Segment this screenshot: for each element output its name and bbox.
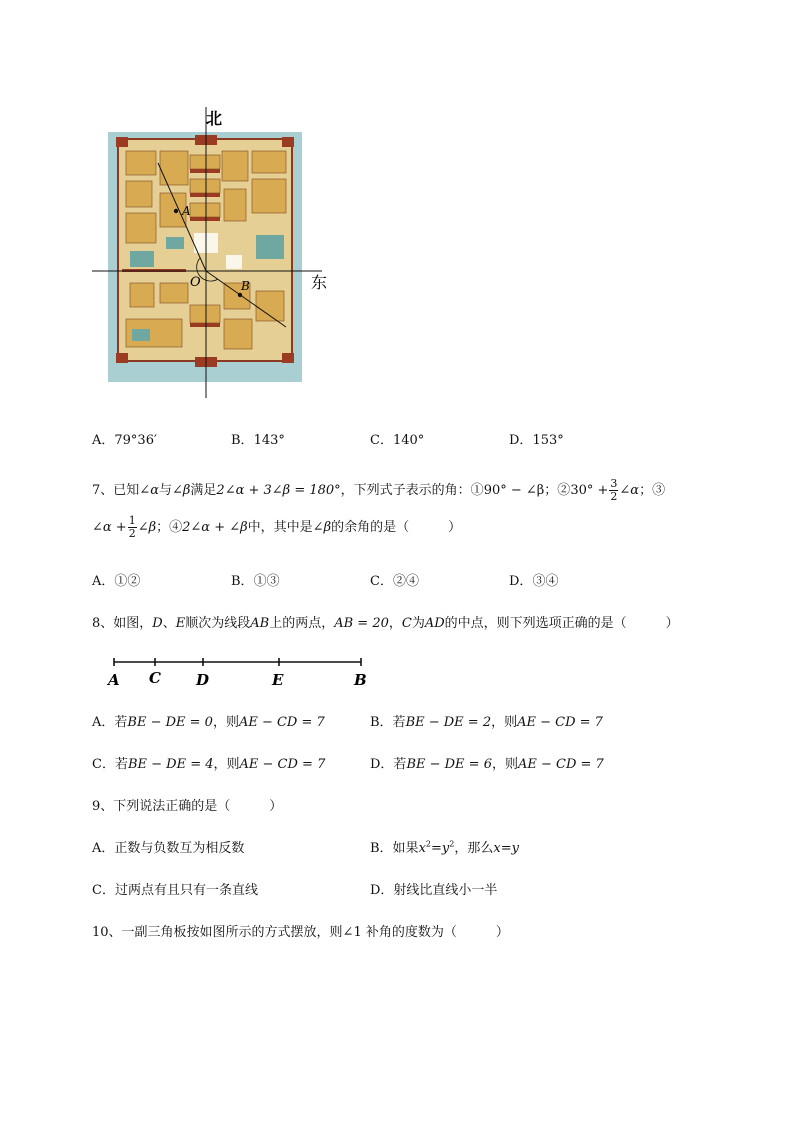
option-value: ①② (114, 574, 141, 589)
math: y (441, 841, 450, 856)
option-prefix: B．如果 (370, 841, 419, 856)
fraction-numerator: 1 (128, 514, 136, 527)
math: 30° + (570, 483, 609, 498)
text: ，则 (213, 757, 240, 772)
text: ，下列式子表示的角：① (340, 483, 484, 498)
map-tower (116, 137, 128, 147)
q8-option-d[interactable] (370, 753, 604, 772)
math: AE − CD = 7 (239, 757, 326, 772)
label-o: O (190, 275, 201, 290)
question-number: 9、 (92, 799, 114, 814)
text: ；③ (639, 483, 666, 498)
math: x (418, 841, 426, 856)
math: AE − CD = 7 (518, 757, 604, 772)
point-a (174, 209, 178, 213)
math: ∠α + (92, 520, 127, 535)
math: ∠α (619, 483, 640, 498)
text: ，则 (491, 757, 518, 772)
q9-option-b[interactable] (370, 837, 519, 856)
point-label-b: B (354, 671, 367, 689)
text: ；④ (156, 520, 183, 535)
option-prefix: D． (509, 433, 533, 448)
math: 2∠α + 3∠β = 180° (216, 483, 341, 498)
q6-option-a[interactable] (92, 429, 157, 448)
text: 中，其中是 (247, 520, 313, 535)
label-north: 北 (206, 109, 223, 128)
math: BE − DE = 0 (127, 715, 213, 730)
fraction-numerator: 3 (610, 477, 618, 490)
fraction-3-2 (609, 478, 618, 503)
superscript: 2 (449, 839, 455, 849)
option-value: A．正数与负数互为相反数 (92, 841, 245, 856)
superscript: 2 (425, 839, 431, 849)
option-value: 79°36′ (114, 433, 157, 448)
q7-option-d[interactable] (509, 570, 558, 589)
text: 下列说法正确的是（ ） (113, 799, 283, 814)
q10-stem (92, 921, 509, 940)
text: 、 (162, 616, 176, 631)
q8-option-c[interactable] (92, 753, 325, 772)
option-prefix: C．若 (92, 757, 128, 772)
text: ，则 (212, 715, 239, 730)
option-prefix: B． (231, 574, 254, 589)
text: ；② (544, 483, 571, 498)
q7-stem-line1 (92, 478, 665, 503)
map-tower (116, 353, 128, 363)
option-value: ①③ (253, 574, 280, 589)
option-prefix: A．若 (92, 715, 128, 730)
math: ∠α (139, 483, 159, 498)
q9-option-c[interactable] (92, 879, 258, 898)
option-prefix: A． (92, 574, 115, 589)
option-value: 153° (532, 433, 564, 448)
math: ∠β (137, 520, 157, 535)
option-prefix: A． (92, 433, 115, 448)
math: AB (250, 616, 270, 631)
option-prefix: B．若 (370, 715, 406, 730)
segment-figure (105, 652, 375, 692)
q6-option-c[interactable] (370, 429, 424, 448)
math: AB = 20 (334, 616, 389, 631)
math: ∠β (312, 520, 332, 535)
text: 的余角的是（ ） (331, 520, 462, 535)
math: AD (424, 616, 445, 631)
point-label-e: E (272, 671, 284, 689)
math: AE − CD = 7 (517, 715, 603, 730)
math: 90° − ∠β (483, 483, 545, 498)
math: D (152, 616, 163, 631)
q7-option-c[interactable] (370, 570, 419, 589)
question-number: 8、 (92, 616, 114, 631)
fraction-denominator: 2 (610, 490, 618, 503)
option-value: C．过两点有且只有一条直线 (92, 883, 258, 898)
map-tower (282, 353, 294, 363)
math: x (493, 841, 501, 856)
label-a: A (182, 204, 191, 218)
math: y (511, 841, 519, 856)
q9-stem (92, 795, 282, 814)
math: BE − DE = 2 (405, 715, 492, 730)
option-prefix: C． (370, 433, 393, 448)
question-number: 7、 (92, 483, 114, 498)
text: 满足 (190, 483, 217, 498)
q7-stem-line2 (92, 515, 461, 540)
text: 一副三角板按如图所示的方式摆放，则∠1 补角的度数为（ ） (121, 925, 509, 940)
point-label-c: C (149, 669, 161, 687)
option-value: ②④ (392, 574, 419, 589)
text: 顺次为线段 (185, 616, 251, 631)
math: BE − DE = 4 (127, 757, 214, 772)
option-prefix: B． (231, 433, 254, 448)
fraction-denominator: 2 (128, 527, 136, 540)
q9-option-a[interactable] (92, 837, 244, 856)
fraction-1-2 (128, 515, 137, 540)
map-tower (282, 137, 294, 147)
option-value: 140° (392, 433, 425, 448)
text: 已知 (113, 483, 140, 498)
point-label-a: A (108, 671, 120, 689)
q6-option-d[interactable] (509, 429, 564, 448)
label-east: 东 (311, 273, 328, 292)
math: = (431, 841, 442, 856)
text: 为 (411, 616, 425, 631)
math: AE − CD = 7 (238, 715, 325, 730)
math: C (401, 616, 412, 631)
option-prefix: D．若 (370, 757, 407, 772)
math: BE − DE = 6 (406, 757, 492, 772)
q6-option-b[interactable] (231, 429, 285, 448)
q8-option-a[interactable] (92, 711, 325, 730)
point-b (238, 293, 242, 297)
math: = (500, 841, 512, 856)
math: ∠β (171, 483, 191, 498)
text: ，则 (491, 715, 518, 730)
math: 2∠α + ∠β (182, 520, 248, 535)
q8-option-b[interactable] (370, 711, 603, 730)
palace-map-figure (90, 105, 335, 400)
option-prefix: D． (509, 574, 533, 589)
palace-map-svg (90, 105, 335, 400)
text: 如图， (113, 616, 153, 631)
text: ，那么 (454, 841, 494, 856)
q7-option-a[interactable] (92, 570, 140, 589)
option-value: D．射线比直线小一半 (370, 883, 498, 898)
point-label-d: D (196, 671, 210, 689)
text: 与 (158, 483, 172, 498)
label-b: B (241, 279, 250, 293)
q9-option-d[interactable] (370, 879, 497, 898)
math: E (175, 616, 186, 631)
text: 的中点，则下列选项正确的是（ ） (444, 616, 679, 631)
text: 上的两点， (269, 616, 335, 631)
question-number: 10、 (92, 925, 122, 940)
q7-option-b[interactable] (231, 570, 280, 589)
option-value: ③④ (532, 574, 559, 589)
option-value: 143° (253, 433, 285, 448)
text: ， (388, 616, 402, 631)
option-prefix: C． (370, 574, 393, 589)
q8-stem (92, 612, 679, 631)
